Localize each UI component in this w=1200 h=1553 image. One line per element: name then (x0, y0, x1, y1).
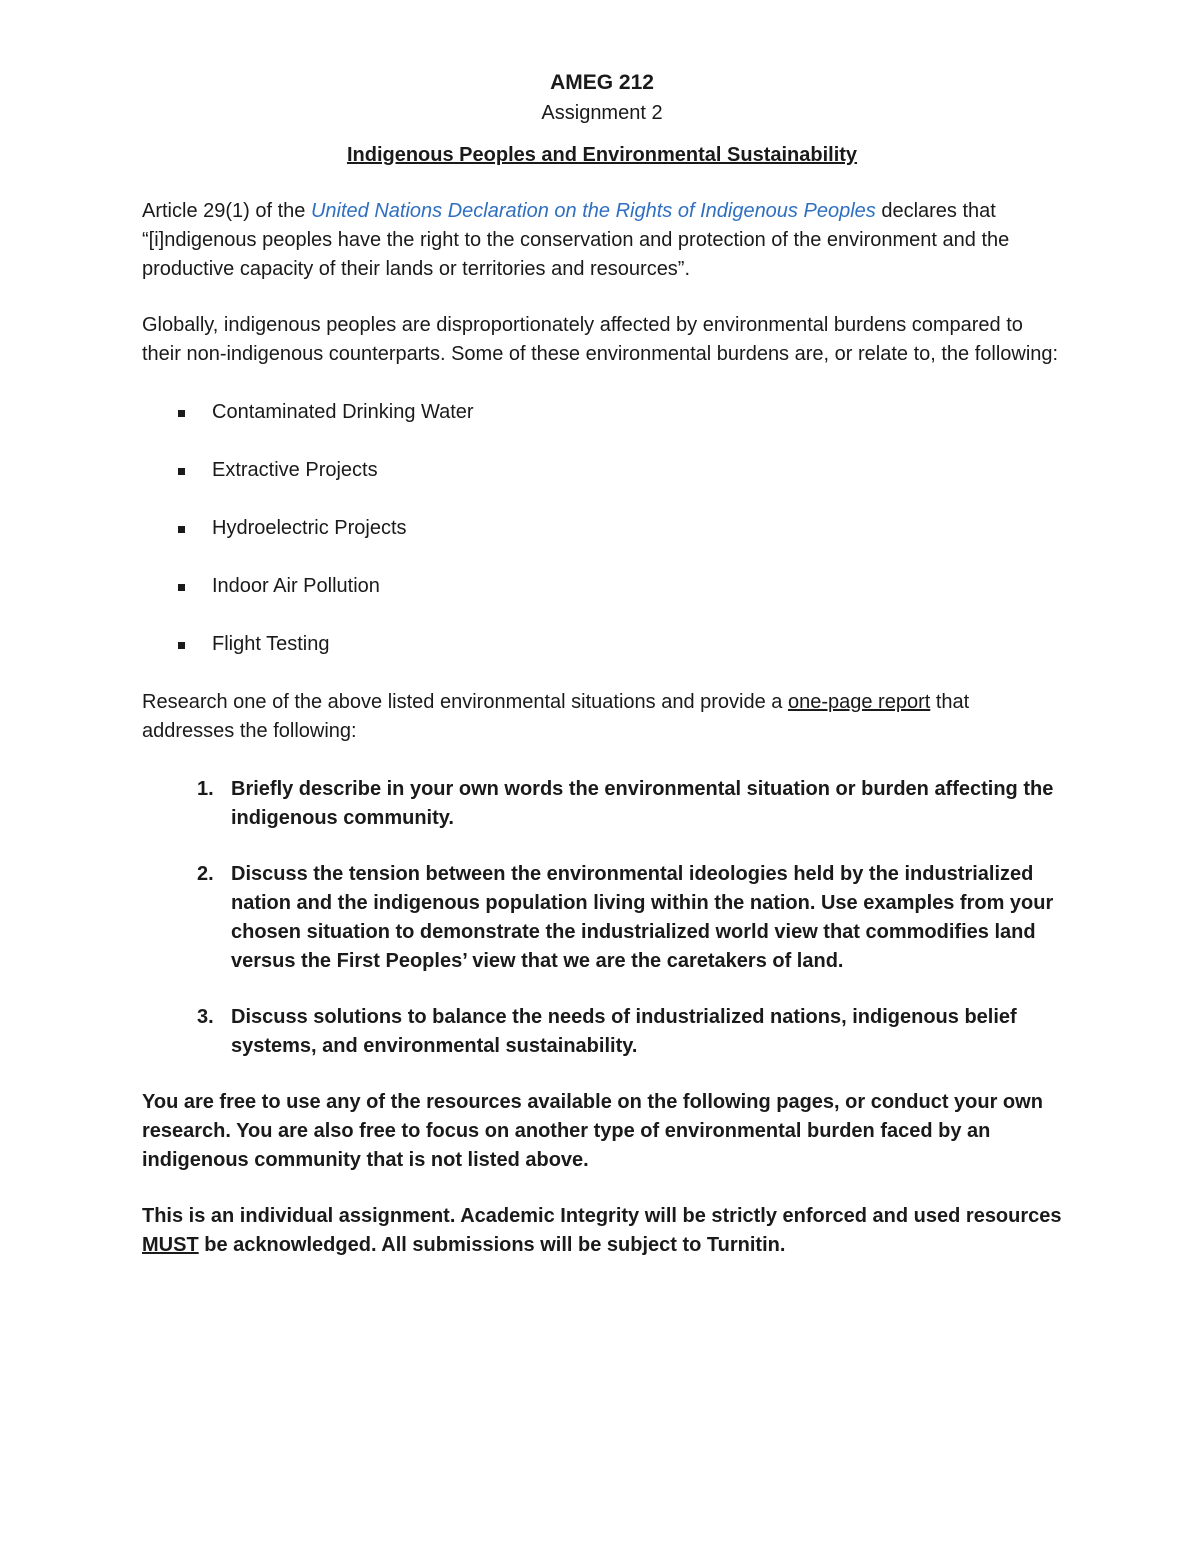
square-bullet-icon (178, 526, 185, 533)
intro-post: declares that “[i]ndigenous peoples have the right to the conservation and protection of the environment and the productive capacity of their lands or territories and resources”. (142, 200, 1010, 280)
research-paragraph (142, 688, 1062, 746)
square-bullet-icon (178, 642, 185, 649)
list-item (142, 514, 1062, 543)
resources-paragraph: You are free to use any of the resources available on the following pages, or conduct your own research. You are also free to focus on another type of environmental burden faced by an indigenous community that is not listed above. (142, 1091, 1043, 1171)
research-pre: Research one of the above listed environmental situations and provide a (142, 691, 788, 713)
task-item-2 (142, 860, 1062, 976)
task-text: Discuss solutions to balance the needs of industrialized nations, indigenous belief systems, and environmental sustainability. (231, 1006, 1017, 1057)
task-item-1 (142, 775, 1062, 833)
integrity-paragraph (142, 1202, 1062, 1260)
task-text: Briefly describe in your own words the environmental situation or burden affecting the indigenous community. (231, 778, 1054, 829)
research-post: that addresses the following: (142, 691, 970, 742)
task-number: 2. (197, 863, 214, 885)
assignment-topic: Indigenous Peoples and Environmental Sustainability (346, 144, 858, 166)
square-bullet-icon (178, 468, 185, 475)
task-list (142, 775, 1062, 1061)
one-page-report-emphasis: one-page report (787, 691, 931, 713)
context-paragraph: Globally, indigenous peoples are disproportionately affected by environmental burdens compared to their non-indigenous counterparts. Some of these environmental burdens are, or relate to, the following: (142, 314, 1059, 365)
course-code: AMEG 212 (550, 71, 654, 94)
assignment-number: Assignment 2 (541, 102, 663, 124)
integrity-pre: This is an individual assignment. Academic Integrity will be strictly enforced and used resources (142, 1205, 1062, 1227)
burden-label: Hydroelectric Projects (212, 517, 407, 539)
list-item (142, 630, 1062, 659)
integrity-post: be acknowledged. All submissions will be subject to Turnitin. (198, 1234, 786, 1256)
task-number: 3. (197, 1006, 214, 1028)
burden-label: Flight Testing (212, 633, 330, 655)
burden-label: Indoor Air Pollution (212, 575, 380, 597)
burden-label: Extractive Projects (212, 459, 378, 481)
list-item (142, 456, 1062, 485)
square-bullet-icon (178, 410, 185, 417)
declaration-title: United Nations Declaration on the Rights of Indigenous Peoples (310, 200, 876, 222)
burden-label: Contaminated Drinking Water (212, 401, 474, 423)
list-item (142, 572, 1062, 601)
list-item (142, 398, 1062, 427)
intro-pre: Article 29(1) of the (142, 200, 311, 222)
task-item-3 (142, 1003, 1062, 1061)
task-text: Discuss the tension between the environmental ideologies held by the industrialized nation and the indigenous population living within the nation. Use examples from your chosen situation to demonstrate the industrialized world view that commodifies land versus the First Peoples’ view that we are the caretakers of land. (231, 863, 1054, 972)
task-number: 1. (197, 778, 214, 800)
must-emphasis: MUST (142, 1234, 199, 1256)
square-bullet-icon (178, 584, 185, 591)
intro-paragraph (142, 197, 1062, 284)
document-page (142, 68, 1062, 1260)
burden-list (142, 398, 1062, 659)
